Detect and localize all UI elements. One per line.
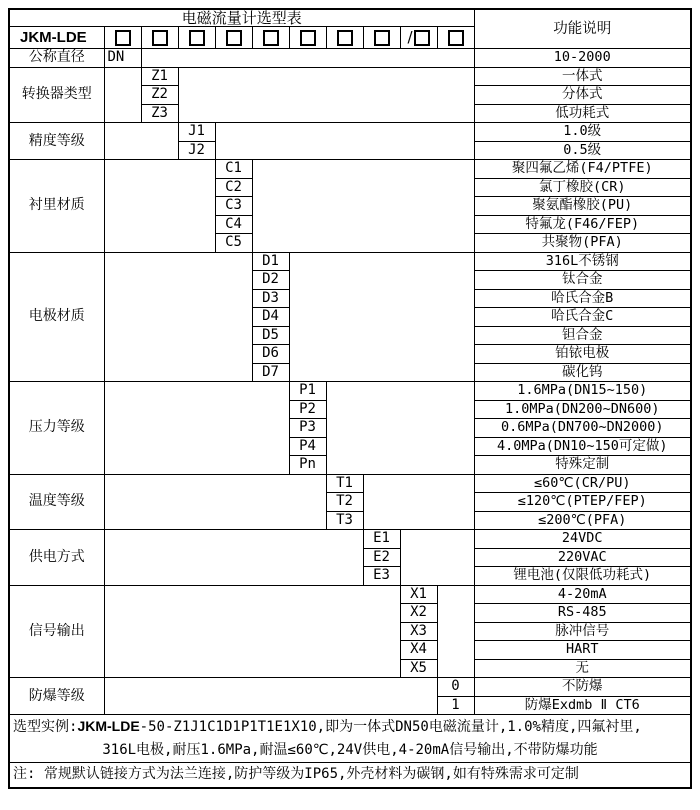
model-checkbox-cell-5 bbox=[252, 27, 289, 49]
label-lining-material: 衬里材质 bbox=[9, 160, 104, 253]
model-checkbox-cell-9 bbox=[400, 27, 437, 49]
desc-Pn: 特殊定制 bbox=[474, 456, 691, 475]
code-Z2: Z2 bbox=[141, 86, 178, 105]
desc-C5: 共聚物(PFA) bbox=[474, 234, 691, 253]
model-checkbox-cell-1 bbox=[104, 27, 141, 49]
code-X2: X2 bbox=[400, 604, 437, 623]
code-X5: X5 bbox=[400, 659, 437, 678]
desc-DN: 10-2000 bbox=[474, 49, 691, 68]
blank-cell bbox=[104, 678, 437, 715]
checkbox-5[interactable] bbox=[263, 30, 279, 46]
section-power-supply bbox=[9, 530, 691, 549]
code-DN: DN bbox=[104, 49, 141, 68]
code-P1: P1 bbox=[289, 382, 326, 401]
selection-example bbox=[9, 715, 691, 763]
example-prefix: 选型实例: bbox=[13, 719, 78, 735]
desc-C1: 聚四氟乙烯(F4/PTFE) bbox=[474, 160, 691, 179]
desc-T2: ≤120℃(PTEP/FEP) bbox=[474, 493, 691, 512]
code-X3: X3 bbox=[400, 622, 437, 641]
blank-cell bbox=[104, 123, 178, 160]
code-X1: X1 bbox=[400, 585, 437, 604]
note-text: 注: 常规默认链接方式为法兰连接,防护等级为IP65,外壳材料为碳钢,如有特殊需求可定制 bbox=[9, 763, 691, 788]
section-temperature-grade bbox=[9, 474, 691, 493]
code-T1: T1 bbox=[326, 474, 363, 493]
code-P4: P4 bbox=[289, 437, 326, 456]
desc-D5: 钽合金 bbox=[474, 326, 691, 345]
code-Z1: Z1 bbox=[141, 67, 178, 86]
label-electrode-material: 电极材质 bbox=[9, 252, 104, 382]
desc-J1: 1.0级 bbox=[474, 123, 691, 142]
section-signal-output bbox=[9, 585, 691, 604]
code-E1: E1 bbox=[363, 530, 400, 549]
table-title: 电磁流量计选型表 bbox=[9, 9, 474, 27]
title-row bbox=[9, 9, 691, 27]
code-0: 0 bbox=[437, 678, 474, 697]
selection-table bbox=[8, 8, 692, 789]
code-T2: T2 bbox=[326, 493, 363, 512]
desc-D3: 哈氏合金B bbox=[474, 289, 691, 308]
code-D3: D3 bbox=[252, 289, 289, 308]
desc-T1: ≤60℃(CR/PU) bbox=[474, 474, 691, 493]
model-checkbox-cell-6 bbox=[289, 27, 326, 49]
label-accuracy-grade: 精度等级 bbox=[9, 123, 104, 160]
checkbox-6[interactable] bbox=[300, 30, 316, 46]
checkbox-4[interactable] bbox=[226, 30, 242, 46]
blank-cell bbox=[363, 474, 474, 530]
code-X4: X4 bbox=[400, 641, 437, 660]
desc-C2: 氯丁橡胶(CR) bbox=[474, 178, 691, 197]
code-D4: D4 bbox=[252, 308, 289, 327]
code-C5: C5 bbox=[215, 234, 252, 253]
desc-X5: 无 bbox=[474, 659, 691, 678]
desc-X2: RS-485 bbox=[474, 604, 691, 623]
section-converter-type bbox=[9, 67, 691, 86]
blank-cell bbox=[141, 49, 474, 68]
code-E3: E3 bbox=[363, 567, 400, 586]
section-explosion-proof-grade bbox=[9, 678, 691, 697]
example-model: JKM-LDE bbox=[77, 718, 140, 734]
model-checkbox-cell-2 bbox=[141, 27, 178, 49]
model-checkbox-cell-4 bbox=[215, 27, 252, 49]
desc-P3: 0.6MPa(DN700~DN2000) bbox=[474, 419, 691, 438]
desc-D1: 316L不锈钢 bbox=[474, 252, 691, 271]
desc-1: 防爆Exdmb Ⅱ CT6 bbox=[474, 696, 691, 715]
code-C1: C1 bbox=[215, 160, 252, 179]
example-row bbox=[9, 715, 691, 763]
code-D1: D1 bbox=[252, 252, 289, 271]
desc-D7: 碳化钨 bbox=[474, 363, 691, 382]
code-1: 1 bbox=[437, 696, 474, 715]
blank-cell bbox=[437, 585, 474, 678]
blank-cell bbox=[104, 585, 400, 678]
blank-cell bbox=[104, 160, 215, 253]
blank-cell bbox=[215, 123, 474, 160]
blank-cell bbox=[104, 67, 141, 123]
code-D6: D6 bbox=[252, 345, 289, 364]
model-prefix: JKM-LDE bbox=[9, 27, 104, 49]
desc-P2: 1.0MPa(DN200~DN600) bbox=[474, 400, 691, 419]
blank-cell bbox=[178, 67, 474, 123]
label-signal-output: 信号输出 bbox=[9, 585, 104, 678]
checkbox-2[interactable] bbox=[152, 30, 168, 46]
function-header: 功能说明 bbox=[474, 9, 691, 49]
desc-Z3: 低功耗式 bbox=[474, 104, 691, 123]
model-checkbox-cell-3 bbox=[178, 27, 215, 49]
model-checkbox-cell-10 bbox=[437, 27, 474, 49]
code-C2: C2 bbox=[215, 178, 252, 197]
checkbox-9[interactable] bbox=[414, 30, 430, 46]
code-Pn: Pn bbox=[289, 456, 326, 475]
desc-T3: ≤200℃(PFA) bbox=[474, 511, 691, 530]
checkbox-7[interactable] bbox=[337, 30, 353, 46]
checkbox-1[interactable] bbox=[115, 30, 131, 46]
section-electrode-material bbox=[9, 252, 691, 271]
blank-cell bbox=[326, 382, 474, 475]
desc-D6: 铂铱电极 bbox=[474, 345, 691, 364]
desc-X1: 4-20mA bbox=[474, 585, 691, 604]
code-J1: J1 bbox=[178, 123, 215, 142]
label-explosion-proof-grade: 防爆等级 bbox=[9, 678, 104, 715]
section-lining-material bbox=[9, 160, 691, 179]
label-pressure-grade: 压力等级 bbox=[9, 382, 104, 475]
desc-C4: 特氟龙(F46/FEP) bbox=[474, 215, 691, 234]
blank-cell bbox=[289, 252, 474, 382]
checkbox-10[interactable] bbox=[448, 30, 464, 46]
slash-separator: / bbox=[407, 27, 413, 46]
code-T3: T3 bbox=[326, 511, 363, 530]
blank-cell bbox=[104, 252, 252, 382]
section-pressure-grade bbox=[9, 382, 691, 401]
code-E2: E2 bbox=[363, 548, 400, 567]
code-D7: D7 bbox=[252, 363, 289, 382]
desc-E2: 220VAC bbox=[474, 548, 691, 567]
blank-cell bbox=[104, 474, 326, 530]
label-nominal-diameter: 公称直径 bbox=[9, 49, 104, 68]
note-row bbox=[9, 763, 691, 788]
desc-E3: 锂电池(仅限低功耗式) bbox=[474, 567, 691, 586]
blank-cell bbox=[104, 530, 363, 586]
example-rest: -50-Z1J1C1D1P1T1E1X10,即为一体式DN50电磁流量计,1.0%精度,四氟衬里, bbox=[139, 719, 642, 735]
desc-X4: HART bbox=[474, 641, 691, 660]
desc-E1: 24VDC bbox=[474, 530, 691, 549]
desc-P4: 4.0MPa(DN10~150可定做) bbox=[474, 437, 691, 456]
code-D5: D5 bbox=[252, 326, 289, 345]
checkbox-8[interactable] bbox=[374, 30, 390, 46]
model-checkbox-cell-8 bbox=[363, 27, 400, 49]
desc-0: 不防爆 bbox=[474, 678, 691, 697]
desc-D2: 钛合金 bbox=[474, 271, 691, 290]
label-temperature-grade: 温度等级 bbox=[9, 474, 104, 530]
desc-J2: 0.5级 bbox=[474, 141, 691, 160]
code-C4: C4 bbox=[215, 215, 252, 234]
desc-D4: 哈氏合金C bbox=[474, 308, 691, 327]
code-J2: J2 bbox=[178, 141, 215, 160]
label-power-supply: 供电方式 bbox=[9, 530, 104, 586]
section-accuracy-grade bbox=[9, 123, 691, 142]
code-C3: C3 bbox=[215, 197, 252, 216]
checkbox-3[interactable] bbox=[189, 30, 205, 46]
model-checkbox-cell-7 bbox=[326, 27, 363, 49]
desc-Z1: 一体式 bbox=[474, 67, 691, 86]
blank-cell bbox=[400, 530, 474, 586]
desc-C3: 聚氨酯橡胶(PU) bbox=[474, 197, 691, 216]
blank-cell bbox=[104, 382, 289, 475]
desc-X3: 脉冲信号 bbox=[474, 622, 691, 641]
code-D2: D2 bbox=[252, 271, 289, 290]
label-converter-type: 转换器类型 bbox=[9, 67, 104, 123]
code-P2: P2 bbox=[289, 400, 326, 419]
code-Z3: Z3 bbox=[141, 104, 178, 123]
code-P3: P3 bbox=[289, 419, 326, 438]
desc-Z2: 分体式 bbox=[474, 86, 691, 105]
section-nominal-diameter bbox=[9, 49, 691, 68]
example-line-2: 316L电极,耐压1.6MPa,耐温≤60℃,24V供电,4-20mA信号输出,不带防爆功能 bbox=[102, 742, 598, 758]
desc-P1: 1.6MPa(DN15~150) bbox=[474, 382, 691, 401]
example-line-1 bbox=[10, 715, 690, 739]
blank-cell bbox=[252, 160, 474, 253]
